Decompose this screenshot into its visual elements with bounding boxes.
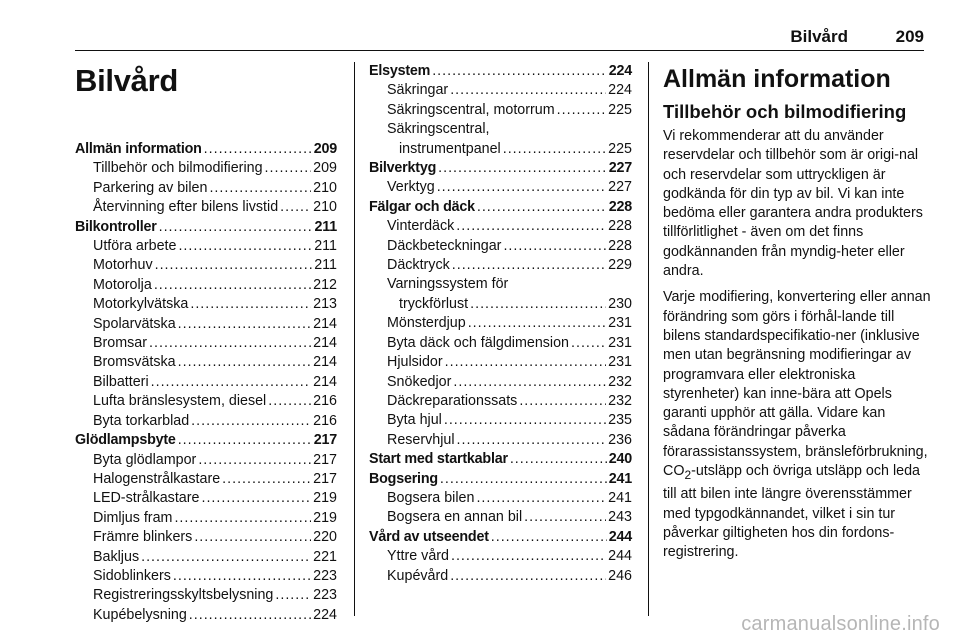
dot-leader (437, 178, 606, 197)
toc-entry[interactable] (369, 392, 632, 411)
dot-leader (178, 315, 311, 334)
toc-entry-title: Parkering av bilen (93, 179, 208, 196)
toc-entry[interactable] (75, 179, 337, 198)
dot-leader (503, 140, 606, 159)
toc-page-number: 228 (608, 237, 632, 254)
toc-entry-title: Motorolja (93, 276, 152, 293)
toc-page-number: 224 (608, 82, 632, 99)
article-column (663, 62, 931, 569)
dot-leader (477, 198, 607, 217)
chapter-title: Bilvård (75, 63, 178, 98)
toc-entry[interactable] (369, 140, 632, 159)
toc-page-number: 219 (313, 509, 337, 526)
dot-leader (491, 528, 607, 547)
toc-page-number: 214 (313, 373, 337, 390)
toc-entry[interactable] (75, 548, 337, 567)
dot-leader (178, 353, 312, 372)
dot-leader (154, 276, 311, 295)
toc-page-number: 244 (608, 548, 632, 565)
toc-page-number: 219 (313, 490, 337, 507)
toc-entry[interactable] (369, 178, 632, 197)
toc-entry[interactable] (369, 237, 632, 256)
toc-entry[interactable] (75, 276, 337, 295)
toc-page-number: 209 (313, 160, 337, 177)
toc-page-number: 213 (313, 296, 337, 313)
toc-entry[interactable] (75, 198, 337, 217)
toc-entry[interactable] (369, 256, 632, 275)
header-rule (75, 50, 924, 51)
toc-page-number: 231 (608, 354, 632, 371)
toc-entry[interactable] (75, 353, 337, 372)
dot-leader (178, 431, 312, 450)
dot-leader (198, 451, 311, 470)
toc-entry-title: Hjulsidor (387, 354, 443, 371)
toc-page-number: 232 (608, 373, 632, 390)
toc-page-number: 228 (608, 218, 632, 235)
page-number: 209 (895, 27, 924, 46)
dot-leader (141, 548, 311, 567)
toc-page-number: 227 (608, 179, 632, 196)
toc-entry[interactable] (75, 237, 337, 256)
toc-entry[interactable] (369, 431, 632, 450)
toc-section-entry[interactable] (369, 528, 632, 547)
toc-entry[interactable] (369, 120, 632, 139)
subscript: 2 (684, 467, 692, 482)
toc-page-number: 235 (608, 412, 632, 429)
toc-entry-title: Bogsera en annan bil (387, 509, 523, 526)
toc-entry[interactable] (75, 586, 337, 605)
toc-entry-title: Främre blinkers (93, 529, 193, 546)
toc-page-number: 244 (608, 528, 632, 545)
toc-entry[interactable] (369, 81, 632, 100)
toc-section-entry[interactable] (75, 218, 337, 237)
toc-entry-title: Dimljus fram (93, 509, 173, 526)
dot-leader (571, 334, 606, 353)
dot-leader (178, 237, 312, 256)
toc-page-number: 236 (608, 431, 632, 448)
toc-entry-title: Bilverktyg (369, 160, 437, 177)
toc-page-number: 225 (608, 101, 632, 118)
toc-column-2 (369, 62, 632, 586)
toc-page-number: 246 (608, 567, 632, 584)
toc-page-number: 231 (608, 334, 632, 351)
dot-leader (191, 412, 311, 431)
paragraph (663, 288, 931, 562)
toc-entry[interactable] (369, 508, 632, 527)
toc-entry-title: Bogsera bilen (387, 489, 475, 506)
toc-entry-title: Däckreparationssats (387, 392, 518, 409)
dot-leader (440, 470, 607, 489)
toc-page-number: 228 (608, 198, 632, 215)
dot-leader (452, 256, 606, 275)
toc-page-number: 216 (313, 393, 337, 410)
toc-page-number: 216 (313, 412, 337, 429)
toc-page-number: 224 (608, 63, 632, 79)
dot-leader (265, 159, 312, 178)
toc-entry[interactable] (369, 101, 632, 120)
toc-entry-title: Fälgar och däck (369, 198, 475, 215)
dot-leader (151, 373, 312, 392)
toc-entry[interactable] (75, 315, 337, 334)
running-section-title: Bilvård (790, 27, 848, 46)
dot-leader (209, 179, 311, 198)
toc-entry-title: Däckbeteckningar (387, 237, 502, 254)
dot-leader (438, 159, 607, 178)
toc-section-entry[interactable] (369, 62, 632, 81)
toc-entry-title: Kupévård (387, 567, 449, 584)
toc-entry-title: Motorhuv (93, 257, 153, 274)
toc-page-number: 212 (313, 276, 337, 293)
toc-section-entry[interactable] (75, 431, 337, 450)
toc-page-number: 223 (313, 587, 337, 604)
dot-leader (445, 353, 607, 372)
toc-entry-title: Snökedjor (387, 373, 452, 390)
toc-column-1 (75, 62, 337, 625)
toc-section-entry[interactable] (75, 140, 337, 159)
toc-section-entry[interactable] (369, 450, 632, 469)
toc-entry[interactable] (75, 295, 337, 314)
dot-leader (275, 586, 311, 605)
toc-entry[interactable] (369, 314, 632, 333)
toc-entry-title: Utföra arbete (93, 238, 177, 255)
toc-entry-title: Varningssystem för (387, 276, 509, 293)
toc-entry-title: Glödlampsbyte (75, 432, 176, 449)
toc-entry[interactable] (75, 373, 337, 392)
toc-entry-title: Mönsterdjup (387, 315, 466, 332)
dot-leader (174, 509, 311, 528)
toc-entry[interactable] (369, 567, 632, 586)
toc-entry[interactable] (369, 547, 632, 566)
dot-leader (510, 450, 607, 469)
toc-entry-title: Elsystem (369, 63, 431, 79)
paragraph-text: -utsläpp och övriga utsläpp och leda till att bilen inte längre överensstämmer med typgodkännandet, vilket i sin tur påverkar giltigheten hos din fordons-registrering. (663, 463, 920, 561)
toc-page-number: 214 (313, 335, 337, 352)
toc-page-number: 225 (608, 140, 632, 157)
dot-leader (453, 373, 606, 392)
dot-leader (444, 411, 606, 430)
dot-leader (468, 314, 606, 333)
toc-entry-title: Registreringsskyltsbelysning (93, 587, 274, 604)
toc-entry[interactable] (75, 606, 337, 625)
toc-page-number: 221 (313, 548, 337, 565)
toc-entry-title: Bromsar (93, 335, 148, 352)
toc-entry[interactable] (75, 489, 337, 508)
dot-leader (189, 606, 311, 625)
toc-entry[interactable] (369, 353, 632, 372)
toc-page-number: 210 (313, 179, 337, 196)
toc-entry[interactable] (369, 489, 632, 508)
dot-leader (280, 198, 311, 217)
toc-page-number: 214 (313, 354, 337, 371)
toc-page-number: 211 (314, 218, 337, 235)
toc-entry[interactable] (75, 451, 337, 470)
toc-entry[interactable] (369, 275, 632, 294)
toc-entry[interactable] (369, 334, 632, 353)
toc-entry-title: Bogsering (369, 470, 438, 487)
toc-entry-title: Halogenstrålkastare (93, 470, 221, 487)
toc-page-number: 220 (313, 529, 337, 546)
toc-entry[interactable] (369, 295, 632, 314)
toc-entry-title: Bakljus (93, 548, 140, 565)
toc-entry-title: LED-strålkastare (93, 490, 200, 507)
toc-entry[interactable] (75, 412, 337, 431)
toc-entry[interactable] (75, 470, 337, 489)
toc-page-number: 223 (313, 567, 337, 584)
subsection-heading: Tillbehör och bilmodifiering (663, 101, 907, 122)
toc-entry-title: Tillbehör och bilmodifiering (93, 160, 263, 177)
dot-leader (457, 431, 607, 450)
toc-entry-title: instrumentpanel (399, 140, 501, 157)
toc-page-number: 211 (314, 257, 337, 274)
toc-entry-title: Start med startkablar (369, 451, 508, 468)
toc-page-number: 229 (608, 257, 632, 274)
toc-entry[interactable] (369, 411, 632, 430)
toc-entry-title: Återvinning efter bilens livstid (93, 199, 279, 216)
dot-leader (456, 217, 606, 236)
dot-leader (222, 470, 311, 489)
dot-leader (476, 489, 606, 508)
toc-entry-title: Säkringscentral, (387, 121, 490, 138)
dot-leader (450, 567, 606, 586)
toc-section-entry[interactable] (369, 198, 632, 217)
paragraph: Vi rekommenderar att du använder reservdelar och tillbehör som är origi-nal och reservdelar som uttryckligen är godkända för din typ av bil. Vi kan inte bedöma eller garantera andra produkters tillförlitlighet - även om det finns godkännanden från myndig-heter eller andra. (663, 128, 923, 280)
toc-page-number: 217 (313, 470, 337, 487)
toc-section-entry[interactable] (369, 159, 632, 178)
dot-leader (204, 140, 312, 159)
toc-page-number: 227 (608, 160, 632, 177)
dot-leader (201, 489, 311, 508)
toc-entry[interactable] (75, 392, 337, 411)
dot-leader (194, 528, 311, 547)
toc-entry[interactable] (75, 159, 337, 178)
toc-entry-title: Vård av utseendet (369, 528, 489, 545)
toc-entry-title: Kupébelysning (93, 606, 187, 623)
dot-leader (519, 392, 606, 411)
paragraph-text: Varje modifiering, konvertering eller annan förändring som görs i förhål-lande till bilens standardspecifikatio-ner (inklusive men utan begränsning modifieringar av programvara eller elektroniska styrenheter) kan inne-bära att Opels garanti upphör att gälla. Vidare kan sådana förändringar påverka förarassistanssystem, bränsleförbrukning, CO (663, 289, 931, 480)
toc-entry-title: Reservhjul (387, 431, 455, 448)
toc-entry-title: Vinterdäck (387, 218, 455, 235)
toc-entry-title: Verktyg (387, 179, 435, 196)
toc-list (369, 62, 632, 586)
toc-entry-title: Spolarvätska (93, 315, 176, 332)
dot-leader (451, 547, 606, 566)
toc-entry[interactable] (369, 373, 632, 392)
toc-entry-title: Byta glödlampor (93, 451, 197, 468)
toc-entry-title: Bromsvätska (93, 354, 176, 371)
toc-list (75, 140, 337, 625)
column-divider (354, 62, 355, 616)
toc-entry[interactable] (75, 334, 337, 353)
dot-leader (155, 256, 313, 275)
toc-page-number: 214 (313, 315, 337, 332)
toc-page-number: 217 (313, 451, 337, 468)
section-heading: Allmän information (663, 65, 891, 93)
toc-entry-title: Byta hjul (387, 412, 442, 429)
toc-entry[interactable] (75, 509, 337, 528)
toc-entry-title: Däcktryck (387, 257, 450, 274)
toc-entry[interactable] (369, 217, 632, 236)
toc-entry[interactable] (75, 567, 337, 586)
toc-entry-title: Byta däck och fälgdimension (387, 334, 569, 351)
toc-entry-title: Motorkylvätska (93, 296, 189, 313)
toc-section-entry[interactable] (369, 470, 632, 489)
dot-leader (159, 218, 313, 237)
toc-entry-title: Säkringar (387, 82, 449, 99)
toc-entry-title: Bilbatteri (93, 373, 149, 390)
toc-page-number: 230 (608, 295, 632, 312)
dot-leader (173, 567, 311, 586)
dot-leader (524, 508, 606, 527)
dot-leader (557, 101, 606, 120)
toc-entry[interactable] (75, 528, 337, 547)
toc-entry-title: Byta torkarblad (93, 412, 190, 429)
toc-page-number: 243 (608, 509, 632, 526)
dot-leader (268, 392, 311, 411)
toc-page-number: 224 (313, 606, 337, 623)
toc-entry-title: Säkringscentral, motorrum (387, 101, 555, 118)
toc-page-number: 241 (608, 489, 632, 506)
toc-entry-title: Yttre vård (387, 548, 449, 565)
toc-entry-title: Allmän information (75, 141, 202, 157)
toc-page-number: 231 (608, 315, 632, 332)
toc-page-number: 241 (608, 470, 632, 487)
toc-page-number: 240 (608, 451, 632, 468)
toc-page-number: 210 (313, 199, 337, 216)
toc-entry-title: tryckförlust (399, 295, 469, 312)
dot-leader (450, 81, 606, 100)
dot-leader (432, 62, 607, 81)
toc-entry-title: Sidoblinkers (93, 567, 171, 584)
dot-leader (470, 295, 606, 314)
page-header (0, 0, 960, 52)
dot-leader (503, 237, 606, 256)
toc-entry-title: Bilkontroller (75, 218, 157, 235)
toc-entry-title: Lufta bränslesystem, diesel (93, 393, 267, 410)
toc-page-number: 217 (313, 432, 337, 449)
dot-leader (149, 334, 311, 353)
watermark: carmanualsonline.info (741, 613, 940, 635)
toc-page-number: 209 (313, 141, 337, 157)
dot-leader (190, 295, 311, 314)
toc-page-number: 232 (608, 392, 632, 409)
column-divider (648, 62, 649, 616)
toc-page-number: 211 (314, 238, 337, 255)
toc-entry[interactable] (75, 256, 337, 275)
